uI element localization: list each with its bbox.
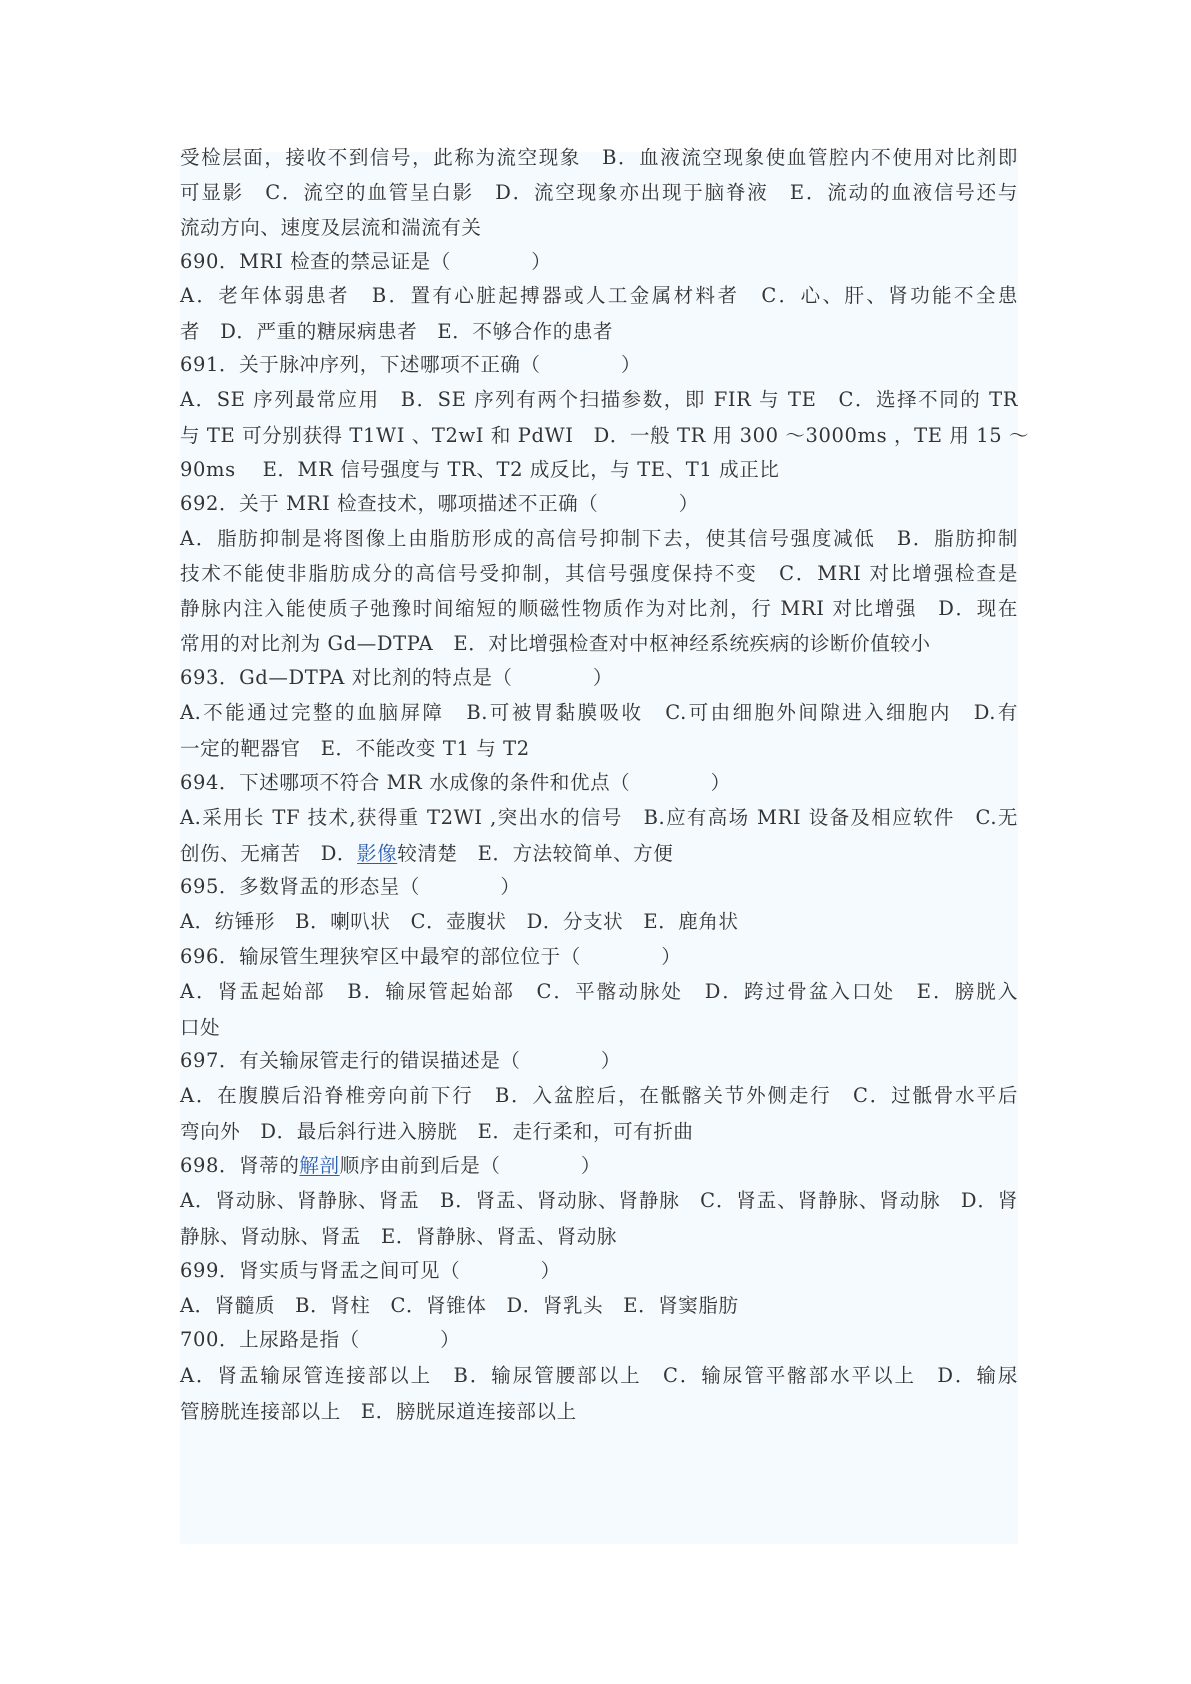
text-line: 弯向外 D．最后斜行进入膀胱 E．走行柔和，可有折曲	[180, 1120, 694, 1143]
link-anatomy[interactable]: 解剖	[299, 1154, 340, 1177]
question-696: 696．输尿管生理狭窄区中最窄的部位位于（ ）	[180, 945, 682, 968]
text-line: 静脉内注入能使质子弛豫时间缩短的顺磁性物质作为对比剂，行 MRI 对比增强 D．现在	[180, 597, 1018, 620]
text-line: 一定的靶器官 E．不能改变 T1 与 T2	[180, 737, 530, 760]
question-690: 690．MRI 检查的禁忌证是（ ）	[180, 250, 552, 273]
text-line: A．老年体弱患者 B．置有心脏起搏器或人工金属材料者 C．心、肝、肾功能不全患	[180, 284, 1018, 307]
question-699: 699．肾实质与肾盂之间可见（ ）	[180, 1259, 561, 1282]
text-line: A．在腹膜后沿脊椎旁向前下行 B．入盆腔后，在骶髂关节外侧走行 C．过骶骨水平后	[180, 1084, 1018, 1107]
question-693: 693．Gd—DTPA 对比剂的特点是（ ）	[180, 666, 614, 689]
text-line: 技术不能使非脂肪成分的高信号受抑制，其信号强度保持不变 C．MRI 对比增强检查是	[180, 562, 1018, 585]
text-segment: 698．肾蒂的	[180, 1154, 300, 1177]
text-line: 流动方向、速度及层流和湍流有关	[180, 216, 482, 239]
text-line: A．脂肪抑制是将图像上由脂肪形成的高信号抑制下去，使其信号强度减低 B．脂肪抑制	[180, 527, 1018, 550]
text-line: A．肾盂输尿管连接部以上 B．输尿管腰部以上 C．输尿管平髂部水平以上 D．输尿	[180, 1364, 1018, 1387]
text-line: 静脉、肾动脉、肾盂 E．肾静脉、肾盂、肾动脉	[180, 1225, 617, 1248]
text-line: 者 D．严重的糖尿病患者 E．不够合作的患者	[180, 320, 614, 343]
question-698	[180, 1154, 601, 1178]
text-line: 90ms E．MR 信号强度与 TR、T2 成反比，与 TE、T1 成正比	[180, 458, 780, 481]
text-line: 常用的对比剂为 Gd—DTPA E．对比增强检查对中枢神经系统疾病的诊断价值较小	[180, 632, 931, 655]
text-line: A．肾动脉、肾静脉、肾盂 B．肾盂、肾动脉、肾静脉 C．肾盂、肾静脉、肾动脉 D．肾	[180, 1189, 1018, 1212]
text-line: A．纺锤形 B．喇叭状 C．壶腹状 D．分支状 E．鹿角状	[180, 910, 739, 933]
text-line: A．SE 序列最常应用 B．SE 序列有两个扫描参数，即 FIR 与 TE C．选择不同的 TR	[180, 388, 1018, 411]
link-imaging[interactable]: 影像	[357, 842, 398, 865]
text-line: A.采用长 TF 技术,获得重 T2WI ,突出水的信号 B.应有高场 MRI 设备及相应软件 C.无	[180, 806, 1018, 829]
text-segment: 顺序由前到后是（ ）	[339, 1154, 601, 1177]
text-segment: 较清楚 E．方法较简单、方便	[397, 842, 674, 865]
question-692: 692．关于 MRI 检查技术，哪项描述不正确（ ）	[180, 492, 699, 515]
question-691: 691．关于脉冲序列，下述哪项不正确（ ）	[180, 353, 642, 376]
text-line: A.不能通过完整的血脑屏障 B.可被胃黏膜吸收 C.可由细胞外间隙进入细胞内 D.有	[180, 701, 1018, 724]
question-700: 700．上尿路是指（ ）	[180, 1328, 461, 1351]
question-695: 695．多数肾盂的形态呈（ ）	[180, 875, 521, 898]
text-line: A．肾盂起始部 B．输尿管起始部 C．平髂动脉处 D．跨过骨盆入口处 E．膀胱入	[180, 980, 1018, 1003]
text-line: 与 TE 可分别获得 T1WI 、T2wI 和 PdWI D．一般 TR 用 300 ～3000ms ，TE 用 15 ～	[180, 424, 1030, 447]
text-line: 管膀胱连接部以上 E．膀胱尿道连接部以上	[180, 1400, 577, 1423]
text-segment: 创伤、无痛苦 D．	[180, 842, 358, 865]
text-line	[180, 842, 673, 866]
text-line: 可显影 C．流空的血管呈白影 D．流空现象亦出现于脑脊液 E．流动的血液信号还与	[180, 181, 1018, 204]
text-line: A．肾髓质 B．肾柱 C．肾锥体 D．肾乳头 E．肾窦脂肪	[180, 1294, 739, 1317]
text-line: 受检层面，接收不到信号，此称为流空现象 B．血液流空现象使血管腔内不使用对比剂即	[180, 146, 1018, 169]
question-697: 697．有关输尿管走行的错误描述是（ ）	[180, 1049, 622, 1072]
text-line: 口处	[180, 1016, 221, 1039]
question-694: 694．下述哪项不符合 MR 水成像的条件和优点（ ）	[180, 771, 731, 794]
